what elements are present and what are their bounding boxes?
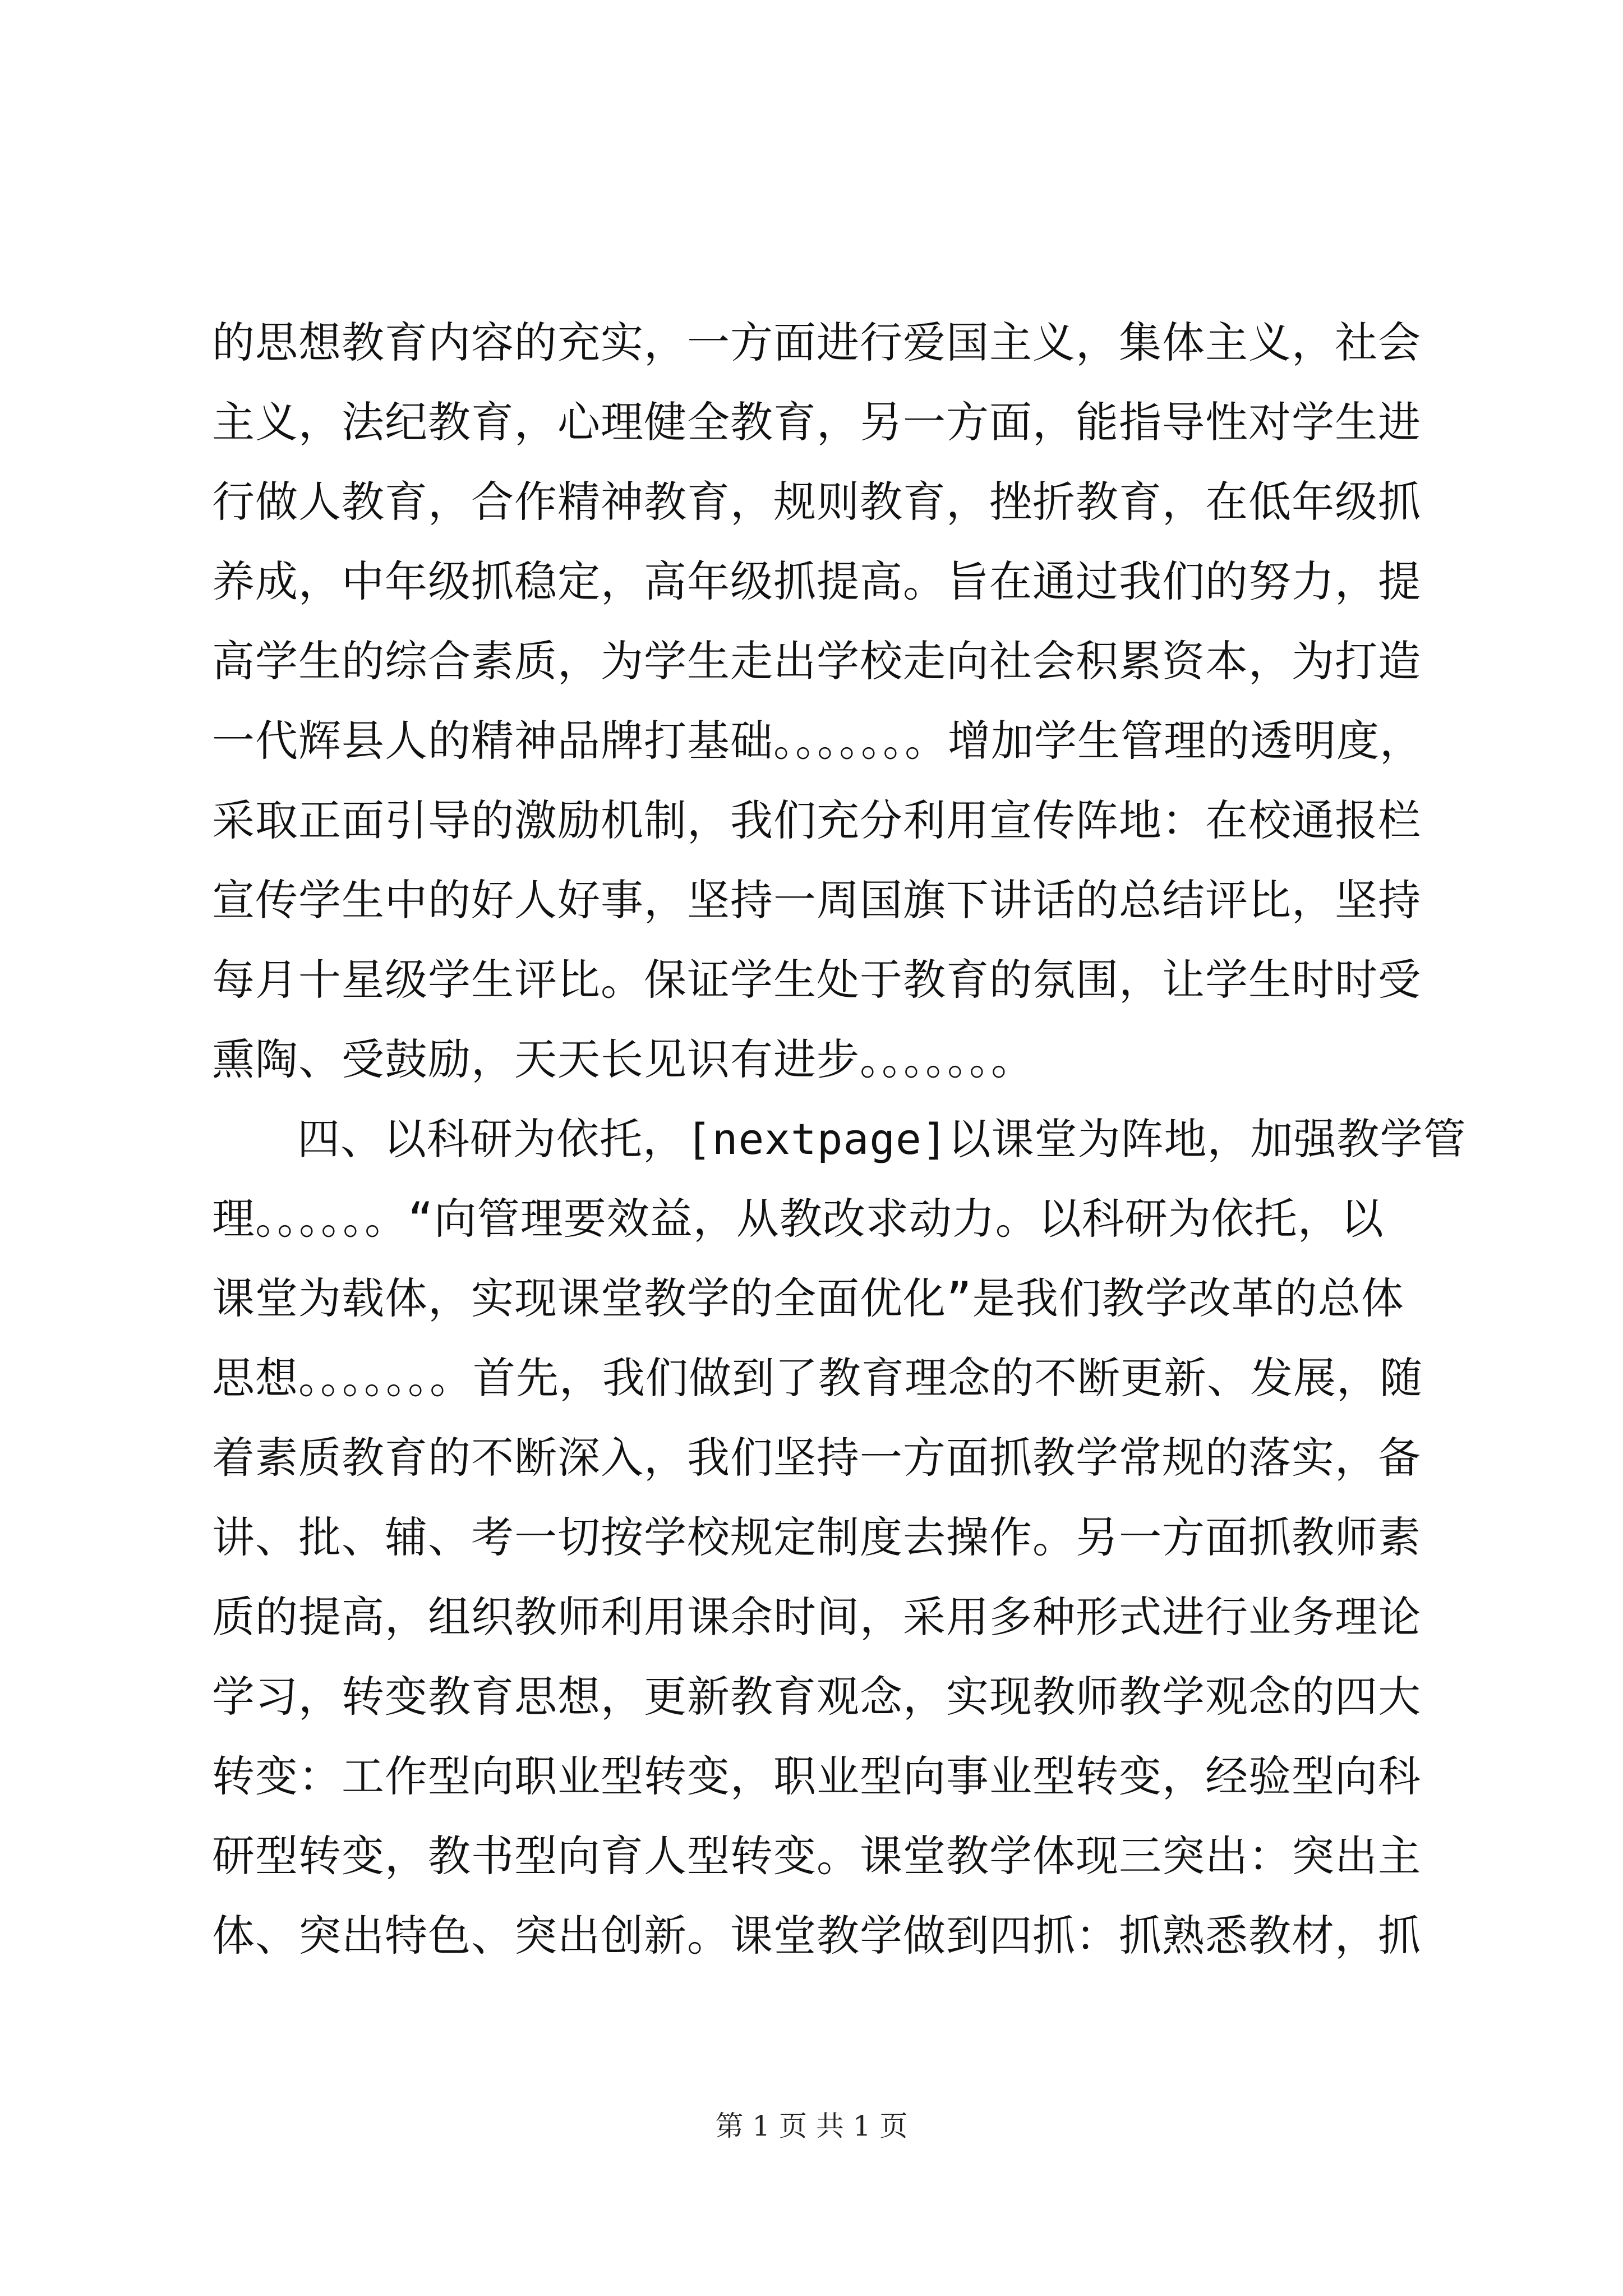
text-line: 着素质教育的不断深入，我们坚持一方面抓教学常规的落实，备 (212, 1433, 1421, 1483)
text-line: 采取正面引导的激励机制，我们充分利用宣传阵地：在校通报栏 (212, 795, 1421, 845)
text-line: 养成，中年级抓稳定，高年级抓提高。旨在通过我们的努力，提 (212, 556, 1421, 606)
page-number-label: 第 1 页 共 1 页 (715, 2110, 908, 2142)
text-line: 高学生的综合素质，为学生走出学校走向社会积累资本，为打造 (212, 636, 1421, 686)
text-line: 课堂为载体，实现课堂教学的全面优化”是我们教学改革的总体 (212, 1273, 1404, 1323)
page-footer (0, 2106, 1623, 2146)
text-line: 思想。。。。。。。首先，我们做到了教育理念的不断更新、发展，随 (212, 1353, 1423, 1403)
text-line: 主义，法纪教育，心理健全教育，另一方面，能指导性对学生进 (212, 397, 1421, 447)
text-line: 质的提高，组织教师利用课余时间，采用多种形式进行业务理论 (212, 1592, 1421, 1642)
text-line: 体、突出特色、突出创新。课堂教学做到四抓：抓熟悉教材，抓 (212, 1911, 1421, 1961)
text-line: 每月十星级学生评比。保证学生处于教育的氛围，让学生时时受 (212, 955, 1421, 1005)
text-line: 学习，转变教育思想，更新教育观念，实现教师教学观念的四大 (212, 1672, 1421, 1722)
section-heading-line: 四、以科研为依托，[nextpage]以课堂为阵地，加强教学管 (297, 1114, 1467, 1164)
text-line: 宣传学生中的好人好事，坚持一周国旗下讲话的总结评比，坚持 (212, 875, 1421, 925)
text-line: 熏陶、受鼓励，天天长见识有进步。。。。。。。 (212, 1034, 1034, 1084)
text-line: 转变：工作型向职业型转变，职业型向事业型转变，经验型向科 (212, 1751, 1421, 1801)
text-line: 的思想教育内容的充实，一方面进行爱国主义，集体主义，社会 (212, 318, 1421, 367)
text-line: 一代辉县人的精神品牌打基础。。。。。。。增加学生管理的透明度， (212, 716, 1423, 766)
text-line: 行做人教育，合作精神教育，规则教育，挫折教育，在低年级抓 (212, 477, 1421, 527)
body-text (212, 303, 1467, 1976)
text-line: 研型转变，教书型向育人型转变。课堂教学体现三突出：突出主 (212, 1831, 1421, 1881)
text-line: 理。。。。。。“向管理要效益，从教改求动力。以科研为依托，以 (212, 1194, 1384, 1244)
text-line: 讲、批、辅、考一切按学校规定制度去操作。另一方面抓教师素 (212, 1512, 1421, 1562)
